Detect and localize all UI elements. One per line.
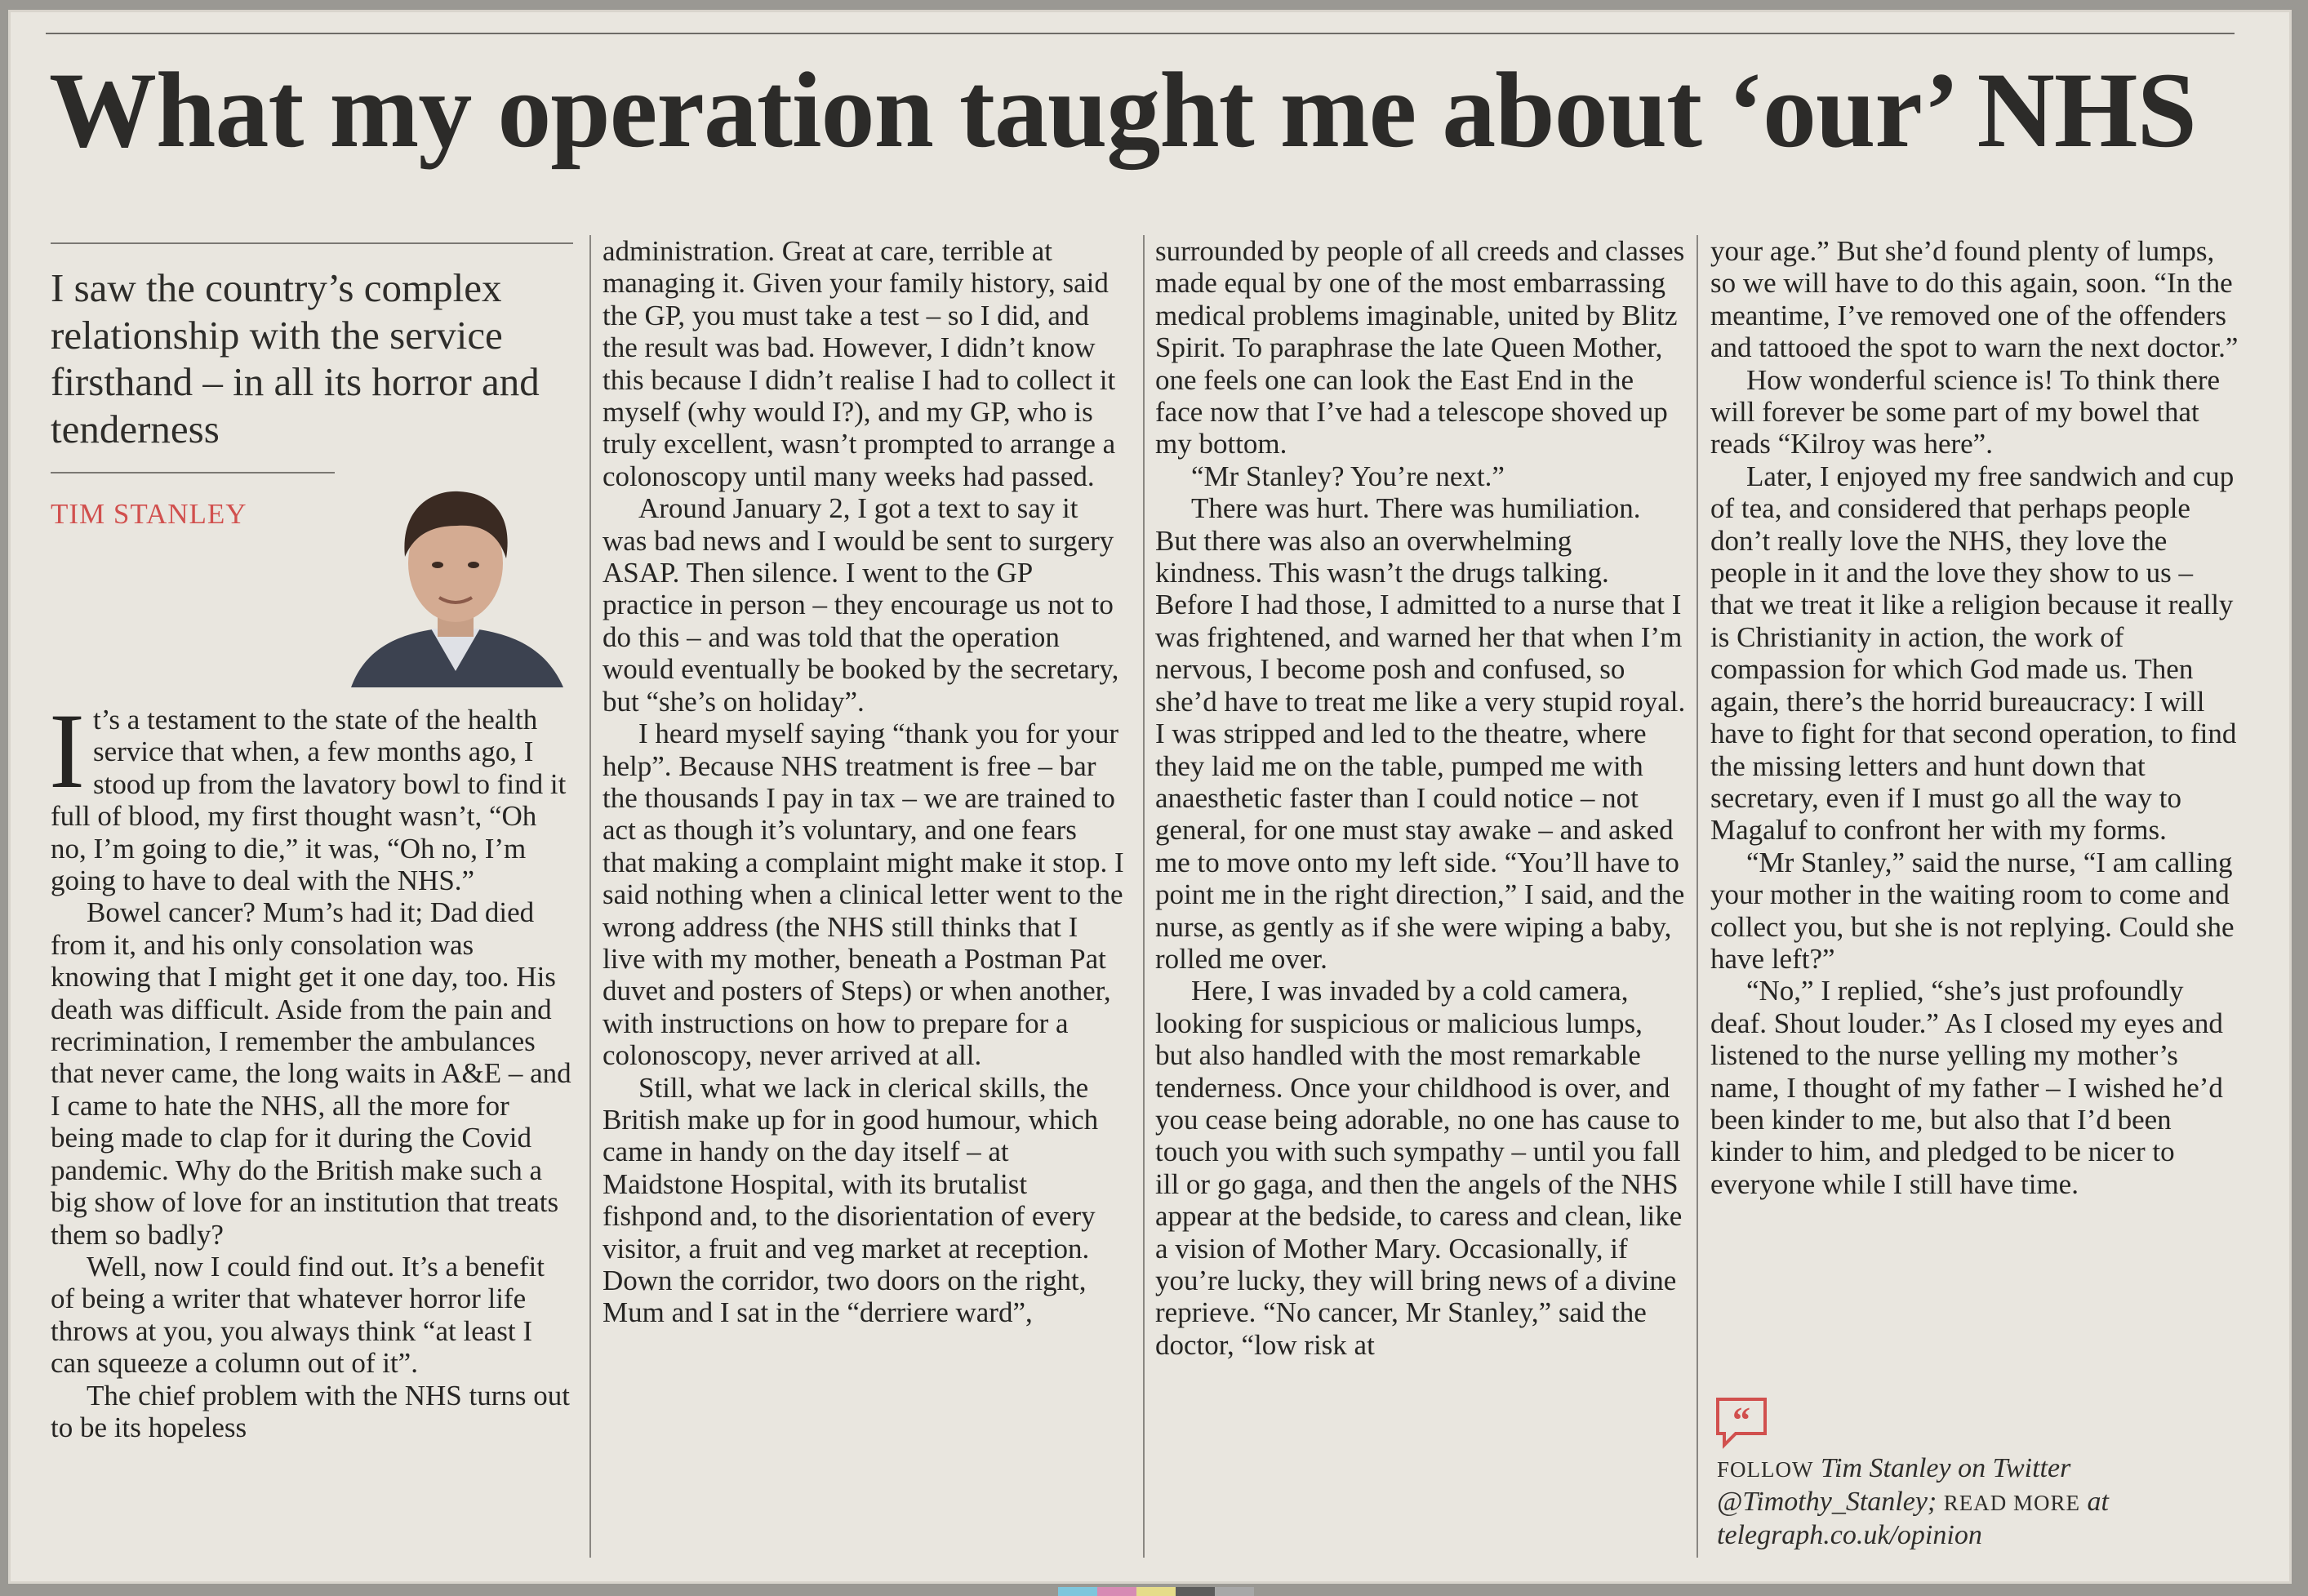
headline: What my operation taught me about ‘our’ NHS xyxy=(49,50,2196,170)
paragraph: Later, I enjoyed my free sandwich and cup of tea, and considered that perhaps people don’t really love the NHS, they love the people in it and the love they show to us – that we treat it like a religion because it really is Christianity in action, the work of compassion for which God made us. Then again, there’s the horrid bureaucracy: I will have to fight for that second operation, to find the missing letters and hunt down that secretary, even if I must go all the way to Magaluf to confront her with my forms. xyxy=(1710,460,2237,847)
paragraph: The chief problem with the NHS turns out to be its hopeless xyxy=(51,1379,570,1443)
print-color-bar xyxy=(1097,1587,1136,1596)
paragraph: surrounded by people of all creeds and classes made equal by one of the most embarrassing medical problems imaginable, united by Blitz Spirit. To paraphrase the late Queen Mother, one feels one can look the East End in the face now that I’ve had a telescope shoved up my bottom. xyxy=(1155,235,1685,460)
paragraph: your age.” But she’d found plenty of lumps, so we will have to do this again, soon. “In the meantime, I’ve removed one of the offenders and tattooed the spot to warn the next doctor.” xyxy=(1710,235,2239,364)
paragraph: Bowel cancer? Mum’s had it; Dad died from it, and his only consolation was knowing that I might get it one day, too. His death was difficult. Aside from the pain and recrimination, I remember the ambulances that never came, the long waits in A&E – and I came to hate the NHS, all the more for being made to clap for it during the Covid pandemic. Why do the British make such a big show of love for an institution that treats them so badly? xyxy=(51,896,571,1251)
top-rule xyxy=(46,33,2235,34)
column-divider xyxy=(1697,235,1698,1558)
column-1 xyxy=(49,691,575,1443)
svg-text:“: “ xyxy=(1732,1400,1750,1440)
quote-icon xyxy=(1714,1396,1768,1450)
paragraph xyxy=(49,691,575,897)
paragraph: I heard myself saying “thank you for your help”. Because NHS treatment is free – bar the thousands I pay in tax – we are trained to act as though it’s voluntary, and one fears that making a complaint might make it stop. I said nothing when a clinical letter went to the wrong address (the NHS still thinks that I live with my mother, beneath a Postman Pat duvet and posters of Steps) or when another, with instructions on how to prepare for a colonoscopy, never arrived at all. xyxy=(603,718,1124,1072)
print-color-bar xyxy=(1176,1587,1215,1596)
standfirst: I saw the country’s complex relationship with the service firsthand – in all its horror and tenderness xyxy=(51,265,540,451)
paragraph: Still, what we lack in clerical skills, the British make up for in good humour, which came in handy on the day itself – at Maidstone Hospital, with its brutalist fishpond and, to the disorientation of every visitor, a fruit and veg market at reception. Down the corridor, two doors on the right, Mum and I sat in the “derriere ward”, xyxy=(603,1071,1099,1329)
column-3 xyxy=(1155,235,1686,1361)
column-divider xyxy=(589,235,591,1558)
paragraph-text: t’s a testament to the state of the health service that when, a few months ago, I stood up from the lavatory bowl to find it full of blood, my first thought wasn’t, “Oh no, I’m going to die,” it was, “Oh no, I’m going to have to deal with the NHS.” xyxy=(51,704,567,897)
paragraph: How wonderful science is! To think there will forever be some part of my bowel that reads “Kilroy was here”. xyxy=(1710,363,2221,460)
print-color-bar xyxy=(1058,1587,1097,1596)
author-portrait xyxy=(335,467,576,687)
paragraph: Around January 2, I got a text to say it was bad news and I would be sent to surgery ASAP. Then silence. I went to the GP practice in person – they encourage us not to do this – and was told that the operation would eventually be booked by the secretary, but “she’s on holiday”. xyxy=(603,492,1119,718)
column-divider xyxy=(1143,235,1145,1558)
standfirst-top-rule xyxy=(51,242,573,244)
read-more-label: READ MORE xyxy=(1943,1491,2081,1515)
paragraph: Here, I was invaded by a cold camera, looking for suspicious or malicious lumps, but also handled with the most remarkable tenderness. Once your childhood is over, and you cease being adorable, no one has cause to touch you with such sympathy – until you fall ill or go gaga, and then the angels of the NHS appear at the bedside, to caress and clean, like a vision of Mother Mary. Occasionally, if you’re lucky, they will bring news of a divine reprieve. “No cancer, Mr Stanley,” said the doctor, “low risk at xyxy=(1155,975,1683,1361)
newspaper-clipping xyxy=(8,10,2292,1584)
on-twitter-label: on Twitter xyxy=(1958,1453,2071,1483)
column-2 xyxy=(603,235,1127,1329)
opinion-url: telegraph.co.uk/opinion xyxy=(1717,1520,1982,1550)
paragraph: administration. Great at care, terrible at managing it. Given your family history, said the GP, you must take a test – so I did, and the result was bad. However, I didn’t know this because I didn’t realise I had to collect it myself (why would I?), and my GP, who is truly excellent, wasn’t prompted to arrange a colonoscopy until many weeks had passed. xyxy=(603,235,1116,492)
drop-cap: I xyxy=(49,691,85,811)
article-footer xyxy=(1717,1452,2239,1552)
print-color-bar xyxy=(1136,1587,1176,1596)
twitter-name: Tim Stanley xyxy=(1820,1453,1951,1483)
twitter-handle: @Timothy_Stanley; xyxy=(1717,1487,1937,1517)
at-label: at xyxy=(2087,1487,2109,1517)
print-color-bar xyxy=(1215,1587,1254,1596)
paragraph: There was hurt. There was humiliation. But there was also an overwhelming kindness. This wasn’t the drugs talking. Before I had those, I admitted to a nurse that I was frightened, and warned her that when I’m nervous, I become posh and confused, so she’d have to treat me like a very stupid royal. I was stripped and led to the theatre, where they laid me on the table, pumped me with anaesthetic faster than I could notice – not general, for one must stay awake – and asked me to move onto my left side. “You’ll have to point me in the right direction,” I said, and the nurse, as gently as if she were wiping a baby, rolled me over. xyxy=(1155,492,1686,975)
column-4 xyxy=(1710,235,2241,1200)
byline: TIM STANLEY xyxy=(51,498,247,530)
paragraph: “No,” I replied, “she’s just profoundly deaf. Shout louder.” As I closed my eyes and listened to the nurse yelling my mother’s name, I thought of my father – I wished he’d been kinder to me, but also that I’d been kinder to him, and pledged to be nicer to everyone while I still have time. xyxy=(1710,975,2223,1200)
paragraph: “Mr Stanley? You’re next.” xyxy=(1191,460,1505,492)
paragraph: Well, now I could find out. It’s a benefit of being a writer that whatever horror life throws at you, you always think “at least I can squeeze a column out of it”. xyxy=(51,1250,545,1380)
paragraph: “Mr Stanley,” said the nurse, “I am calling your mother in the waiting room to come and collect you, but she is not replying. Could she have left?” xyxy=(1710,846,2235,975)
follow-label: FOLLOW xyxy=(1717,1457,1814,1482)
